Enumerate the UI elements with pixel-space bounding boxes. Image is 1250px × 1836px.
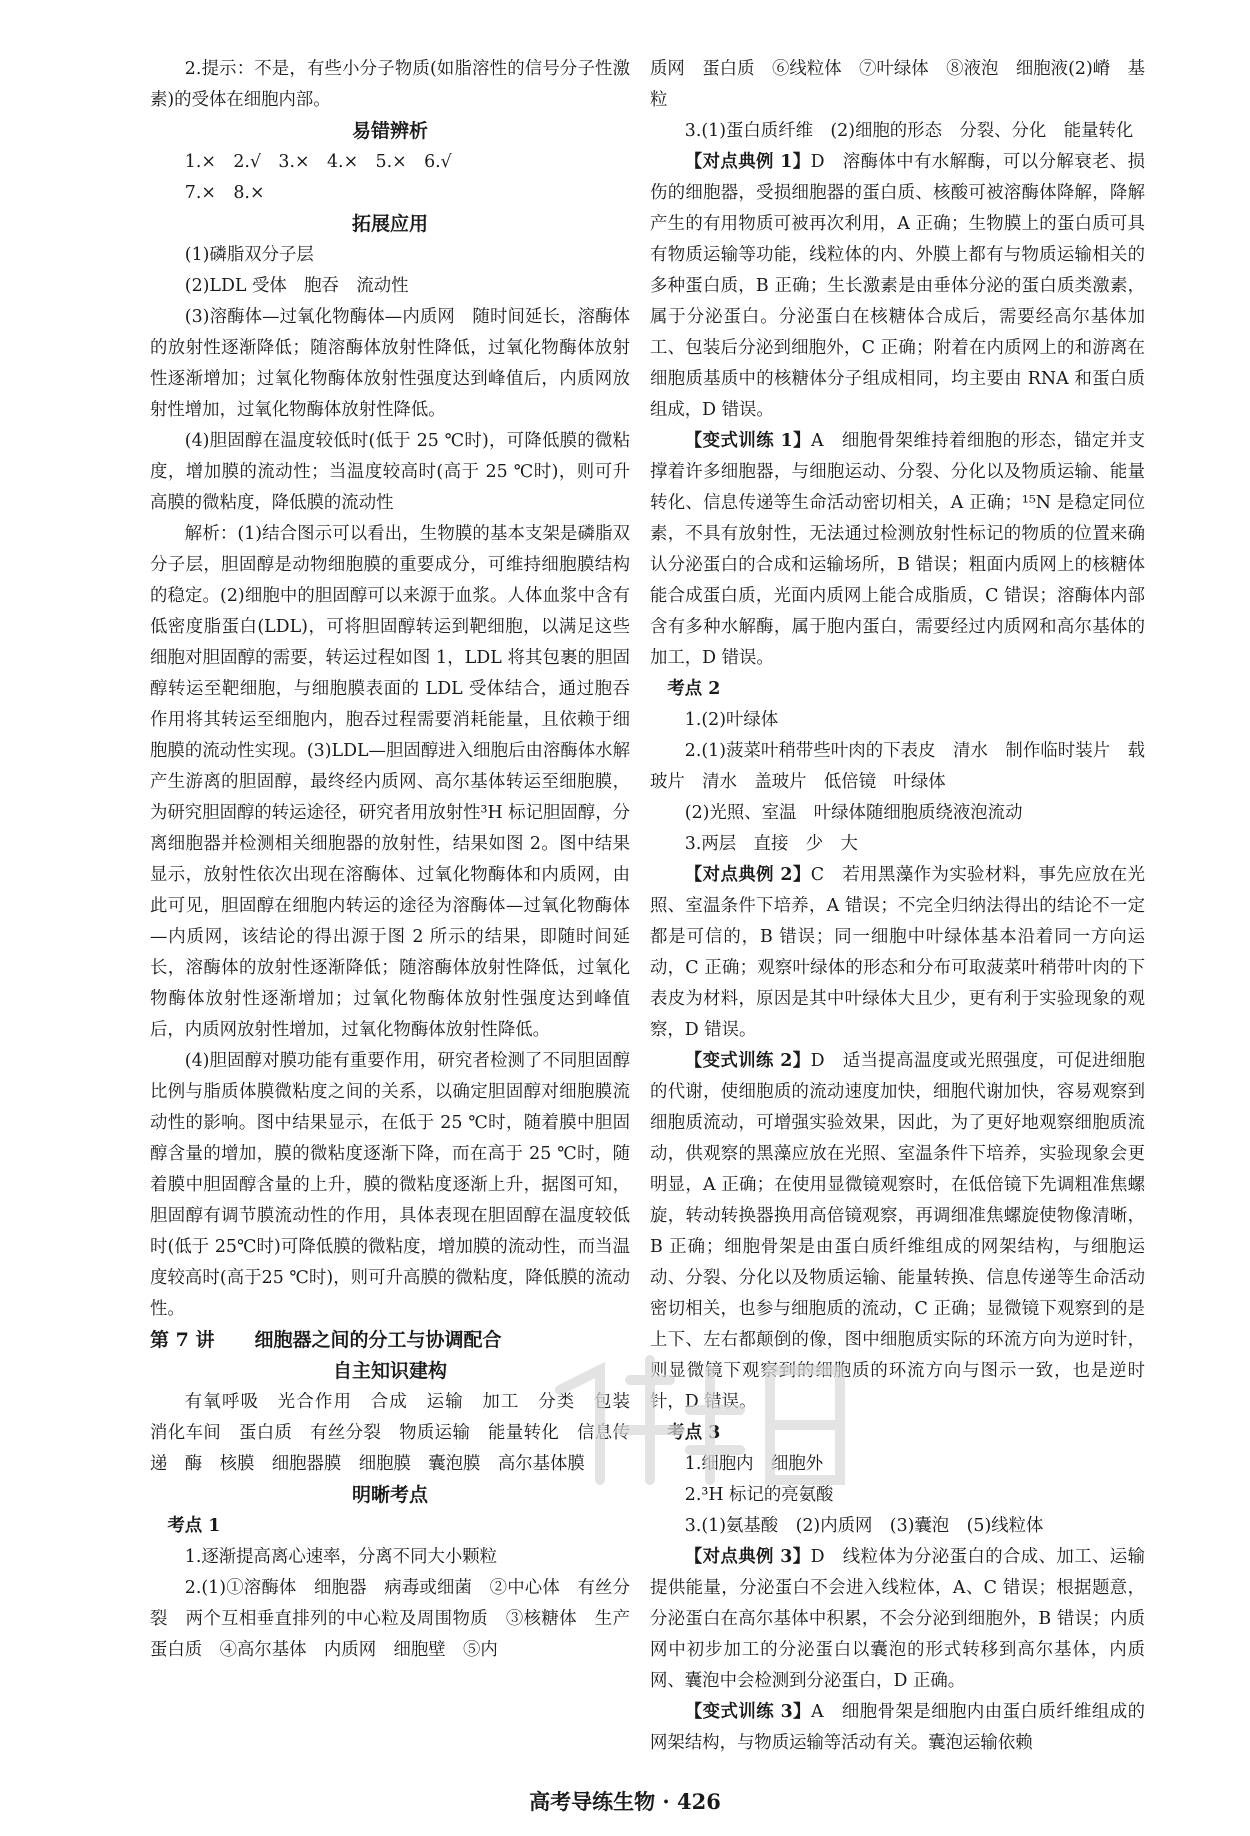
example-text: A 细胞骨架是细胞内由蛋白质纤维组成的网架结构，与物质运输等活动有关。囊泡运输依赖 xyxy=(650,1702,1146,1753)
paragraph: 质网 蛋白质 ⑥线粒体 ⑦叶绿体 ⑧液泡 细胞液(2)嵴 基粒 xyxy=(650,59,1145,110)
example-text: C 若用黑藻作为实验材料，事先应放在光照、室温条件下培养，A 错误；不完全归纳法得出的结论不一定都是可信的，B 错误；同一细胞中叶绿体基本沿着同一方向运动，C 正确；观察叶绿体的形态和分布可取菠菜叶稍带叶肉的下表皮为材料，原因是其中叶绿体大且少，更有利于实验现象的观察，D 错误。 xyxy=(650,865,1146,1040)
example-tag: 【变式训练 2】 xyxy=(684,1051,811,1071)
paragraph: 7.× 8.× xyxy=(184,183,265,203)
example-tag: 【变式训练 3】 xyxy=(684,1702,812,1722)
paragraph: 3.(1)氨基酸 (2)内质网 (3)囊泡 (5)线粒体 xyxy=(684,1516,1044,1536)
example-answer xyxy=(650,1046,1145,1418)
right-column xyxy=(650,54,1145,1759)
paragraph: 2.(1)菠菜叶稍带些叶肉的下表皮 清水 制作临时装片 载玻片 清水 盖玻片 低倍镜 叶绿体 xyxy=(650,741,1145,792)
paragraph: (1)磷脂双分子层 xyxy=(184,245,314,265)
paragraph: (2)光照、室温 叶绿体随细胞质绕液泡流动 xyxy=(684,803,1023,823)
paragraph: 2.³H 标记的亮氨酸 xyxy=(684,1485,834,1505)
kaodian-label: 考点 3 xyxy=(667,1423,721,1443)
left-column xyxy=(150,54,648,1666)
example-text: D 适当提高温度或光照强度，可促进细胞的代谢，使细胞质的流动速度加快，细胞代谢加快，容易观察到细胞质流动，可增强实验效果，因此，为了更好地观察细胞质流动，供观察的黑藻应放在光照、室温条件下培养，实验现象会更明显，A 正确；在使用显微镜观察时，在低倍镜下先调粗准焦螺旋，转动转换器换用高倍镜观察，再调细准焦螺旋使物像清晰，B 正确；细胞骨架是由蛋白质纤维组成的网架结构，与细胞运动、分裂、分化以及物质运输、能量转换、信息传递等生命活动密切相关，也参与细胞质的流动，C 正确；显微镜下观察到的是上下、左右都颠倒的像，图中细胞质实际的环流方向为逆时针，则显微镜下观察到的细胞质的环流方向与图示一致，也是逆时针，D 错误。 xyxy=(650,1051,1146,1412)
footer-title: 高考导练生物 xyxy=(529,1789,656,1814)
example-answer xyxy=(650,1542,1145,1697)
paragraph: 3.(1)蛋白质纤维 (2)细胞的形态 分裂、分化 能量转化 xyxy=(684,121,1134,141)
lecture-number: 第 7 讲 xyxy=(150,1329,215,1351)
paragraph: 2.提示：不是，有些小分子物质(如脂溶性的信号分子性激素)的受体在细胞内部。 xyxy=(150,59,630,110)
lecture-title xyxy=(150,1325,630,1356)
section-heading: 自主知识建构 xyxy=(332,1360,447,1382)
paragraph: 1.× 2.√ 3.× 4.× 5.× 6.√ xyxy=(184,152,452,172)
example-tag: 【对点典例 1】 xyxy=(684,152,811,172)
section-heading: 明晰考点 xyxy=(351,1484,428,1506)
page-footer xyxy=(0,1786,1250,1817)
paragraph: 有氧呼吸 光合作用 合成 运输 加工 分类 包装 消化车间 蛋白质 有丝分裂 物质运输 能量转化 信息传递 酶 核膜 细胞器膜 细胞膜 囊泡膜 高尔基体膜 xyxy=(150,1392,648,1474)
example-answer xyxy=(650,1697,1145,1759)
example-tag: 【对点典例 3】 xyxy=(684,1547,811,1567)
example-text: D 溶酶体中有水解酶，可以分解衰老、损伤的细胞器，受损细胞器的蛋白质、核酸可被溶酶体降解，降解产生的有用物质可被再次利用，A 正确；生物膜上的蛋白质可具有物质运输等功能，线粒体的内、外膜上都有与物质运输相关的多种蛋白质，B 正确；生长激素是由垂体分泌的蛋白质类激素，属于分泌蛋白。分泌蛋白在核糖体合成后，需要经高尔基体加工、包装后分泌到细胞外，C 正确；附着在内质网上的和游离在细胞质基质中的核糖体分子组成相同，均主要由 RNA 和蛋白质组成，D 错误。 xyxy=(650,152,1146,420)
section-heading: 拓展应用 xyxy=(351,213,428,235)
paragraph: 1.逐渐提高离心速率，分离不同大小颗粒 xyxy=(184,1547,498,1567)
kaodian-label: 考点 1 xyxy=(167,1516,221,1536)
example-answer xyxy=(650,147,1145,426)
example-text: A 细胞骨架维持着细胞的形态，锚定并支撑着许多细胞器，与细胞运动、分裂、分化以及物质运输、能量转化、信息传递等生命活动密切相关，A 正确；¹⁵N 是稳定同位素，不具有放射性，无法通过检测放射性标记的物质的位置来确认分泌蛋白的合成和运输场所，B 错误；粗面内质网上的核糖体能合成蛋白质，光面内质网上能合成脂质，C 错误；溶酶体内部含有多种水解酶，属于胞内蛋白，需要经过内质网和高尔基体的加工，D 错误。 xyxy=(650,431,1146,668)
kaodian-label: 考点 2 xyxy=(667,679,721,699)
example-tag: 【对点典例 2】 xyxy=(684,865,811,885)
paragraph: (4)胆固醇对膜功能有重要作用，研究者检测了不同胆固醇比例与脂质体膜微粘度之间的关系，以确定胆固醇对细胞膜流动性的影响。图中结果显示，在低于 25 ℃时，随着膜中胆固醇含量的增加，膜的微粘度逐渐下降，而在高于 25 ℃时，随着膜中胆固醇含量的上升，膜的微粘度逐渐上升，据图可知，胆固醇有调节膜流动性的作用，具体表现在胆固醇在温度较低时(低于 25℃时)可降低膜的微粘度，增加膜的流动性，而当温度较高时(高于25 ℃时)，则可升高膜的微粘度，降低膜的流动性。 xyxy=(150,1051,630,1319)
paragraph: 1.细胞内 细胞外 xyxy=(684,1454,824,1474)
footer-separator: · xyxy=(662,1789,670,1814)
paragraph: 3.两层 直接 少 大 xyxy=(684,834,858,854)
paragraph: 2.(1)①溶酶体 细胞器 病毒或细菌 ②中心体 有丝分裂 两个互相垂直排列的中心粒及周围物质 ③核糖体 生产蛋白质 ④高尔基体 内质网 细胞壁 ⑤内 xyxy=(150,1578,630,1660)
paragraph: 1.(2)叶绿体 xyxy=(684,710,779,730)
paragraph: (2)LDL 受体 胞吞 流动性 xyxy=(184,276,409,296)
paragraph: (3)溶酶体—过氧化物酶体—内质网 随时间延长，溶酶体的放射性逐渐降低；随溶酶体放射性降低，过氧化物酶体放射性逐渐增加；过氧化物酶体放射性强度达到峰值后，内质网放射性增加，过氧化物酶体放射性降低。 xyxy=(150,307,630,420)
paragraph: 解析：(1)结合图示可以看出，生物膜的基本支架是磷脂双分子层，胆固醇是动物细胞膜的重要成分，可维持细胞膜结构的稳定。(2)细胞中的胆固醇可以来源于血浆。人体血浆中含有低密度脂蛋白(LDL)，可将胆固醇转运到靶细胞，以满足这些细胞对胆固醇的需要，转运过程如图 1，LDL 将其包裹的胆固醇转运至靶细胞，与细胞膜表面的 LDL 受体结合，通过胞吞作用将其转运至细胞内，胞吞过程需要消耗能量，且依赖于细胞膜的流动性实现。(3)LDL—胆固醇进入细胞后由溶酶体水解产生游离的胆固醇，最终经内质网、高尔基体转运至细胞膜，为研究胆固醇的转运途径，研究者用放射性³H 标记胆固醇，分离细胞器并检测相关细胞器的放射性，结果如图 2。图中结果显示，放射性依次出现在溶酶体、过氧化物酶体和内质网，由此可见，胆固醇在细胞内转运的途径为溶酶体—过氧化物酶体—内质网，该结论的得出源于图 2 所示的结果，即随时间延长，溶酶体的放射性逐渐降低；随溶酶体放射性降低，过氧化物酶体放射性逐渐增加；过氧化物酶体放射性强度达到峰值后，内质网放射性增加，过氧化物酶体放射性降低。 xyxy=(150,524,630,1040)
paragraph: (4)胆固醇在温度较低时(低于 25 ℃时)，可降低膜的微粘度，增加膜的流动性；当温度较高时(高于 25 ℃时)，则可升高膜的微粘度，降低膜的流动性 xyxy=(150,431,630,513)
example-answer xyxy=(650,860,1145,1046)
page-number: 426 xyxy=(677,1789,721,1814)
example-answer xyxy=(650,426,1145,674)
section-heading: 易错辨析 xyxy=(351,120,428,142)
example-tag: 【变式训练 1】 xyxy=(684,431,812,451)
lecture-name: 细胞器之间的分工与协调配合 xyxy=(254,1329,502,1351)
example-text: D 线粒体为分泌蛋白的合成、加工、运输提供能量，分泌蛋白不会进入线粒体，A、C 错误；根据题意，分泌蛋白在高尔基体中积累，不会分泌到细胞外，B 错误；内质网中初步加工的分泌蛋白以囊泡的形式转移到高尔基体，内质网、囊泡中会检测到分泌蛋白，D 正确。 xyxy=(650,1547,1146,1691)
